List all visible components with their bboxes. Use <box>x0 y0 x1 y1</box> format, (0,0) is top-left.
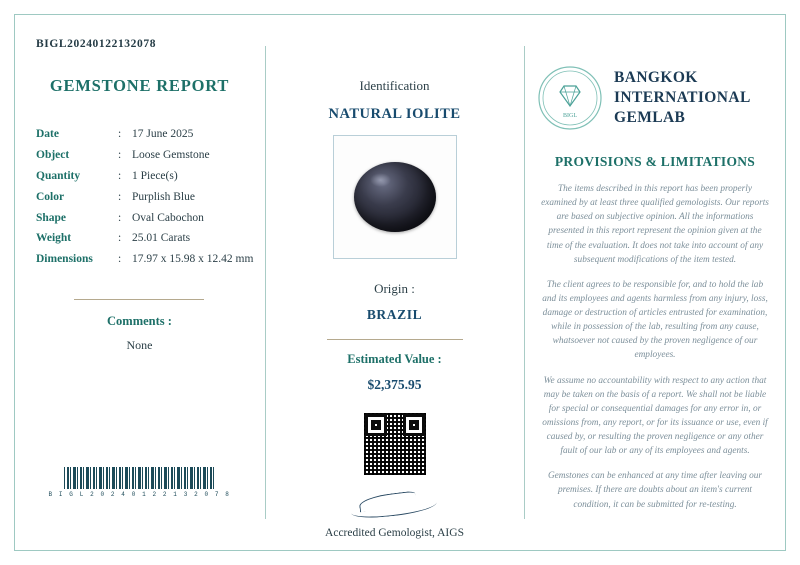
signature-image <box>345 493 445 519</box>
brand-line-1: BANGKOK <box>614 69 698 87</box>
page-title: GEMSTONE REPORT <box>49 76 230 95</box>
lab-seal-icon <box>534 62 606 134</box>
spec-label-object: Object <box>36 149 70 162</box>
middle-column <box>265 56 524 539</box>
barcode-block <box>14 467 265 498</box>
accredited-gemologist-label: Accredited Gemologist, AIGS <box>325 527 464 539</box>
spec-value-shape: Oval Cabochon <box>132 211 204 224</box>
provisions-paragraph: The items described in this report has been properly examined by at least three qualified gemologists. Our reports are based on subjective opinion. All the informations presented in this report represent the opinion given at the time of the evaluation. It does not take into account of any subsequent modifications of the item tested. <box>541 184 769 265</box>
spec-colon: : <box>118 190 122 203</box>
table-row <box>36 228 253 249</box>
spec-label-shape: Shape <box>36 211 67 224</box>
table-row <box>36 124 253 145</box>
spec-colon: : <box>118 253 122 266</box>
spec-label-dimensions: Dimensions <box>36 253 93 266</box>
gemstone-photo-frame <box>333 135 457 259</box>
comments-label: Comments : <box>107 314 172 328</box>
table-row <box>36 166 253 187</box>
spec-colon: : <box>118 128 122 141</box>
qr-code-icon[interactable] <box>362 411 428 477</box>
identification-value: NATURAL IOLITE <box>328 106 461 122</box>
comments-value: None <box>126 338 153 352</box>
gemstone-image <box>354 162 436 232</box>
divider <box>327 339 463 340</box>
spec-label-quantity: Quantity <box>36 169 81 182</box>
provisions-body <box>540 182 770 512</box>
brand-title <box>614 68 751 127</box>
left-column <box>14 56 265 526</box>
provisions-title: PROVISIONS & LIMITATIONS <box>554 154 756 169</box>
spec-value-weight: 25.01 Carats <box>132 232 191 245</box>
estimated-value-label: Estimated Value : <box>347 352 442 366</box>
svg-text:BIGL: BIGL <box>563 113 577 119</box>
spec-colon: : <box>118 169 122 182</box>
spec-colon: : <box>118 232 122 245</box>
table-row <box>36 207 253 228</box>
table-row <box>36 145 253 166</box>
signature-stroke-lower <box>350 495 437 519</box>
gemstone-spec-table <box>36 124 253 269</box>
divider <box>74 299 204 300</box>
brand-line-2: INTERNATIONAL <box>614 89 751 107</box>
provisions-paragraph: We assume no accountability with respect to any action that may be taken on the basis of a report. We shall not be liable for special or consequential damages for any error in, or omissions from, any report, or for its issuance or use, even if caused by, or resulting the proven negligence or any other fault of our lab or any of its employees and agents. <box>542 375 768 457</box>
barcode-label: B I G L 2 0 2 4 0 1 2 2 1 3 2 0 7 8 <box>48 491 231 498</box>
spec-value-color: Purplish Blue <box>132 190 195 203</box>
table-row <box>36 186 253 207</box>
provisions-paragraph: The client agrees to be responsible for, and to hold the lab and its employees and agents harmless from any injury, loss, damage or destruction of articles entrusted for examination, while in possession of the lab, resulting from any cause, whatsoever not caused by the proven negligence of our employees. <box>542 279 768 361</box>
spec-label-color: Color <box>36 190 65 203</box>
brand-line-3: GEMLAB <box>614 108 686 126</box>
spec-value-dimensions: 17.97 x 15.98 x 12.42 mm <box>132 253 254 266</box>
origin-label: Origin : <box>374 281 415 296</box>
spec-value-quantity: 1 Piece(s) <box>132 169 178 182</box>
spec-colon: : <box>118 149 122 162</box>
brand-header <box>524 62 786 134</box>
spec-value-date: 17 June 2025 <box>132 128 194 141</box>
provisions-paragraph: Gemstones can be enhanced at any time after leaving our premises. If there are doubts about an item's current condition, it can be submitted for re-testing. <box>547 471 763 510</box>
spec-colon: : <box>118 211 122 224</box>
origin-value: BRAZIL <box>366 307 423 322</box>
spec-label-weight: Weight <box>36 232 72 245</box>
identification-label: Identification <box>359 78 430 93</box>
right-column <box>524 56 786 526</box>
barcode-image <box>64 467 216 489</box>
table-row <box>36 249 253 270</box>
spec-label-date: Date <box>36 128 59 141</box>
certificate-serial-number: BIGL20240122132078 <box>36 38 157 50</box>
spec-value-object: Loose Gemstone <box>132 149 210 162</box>
estimated-value-amount: $2,375.95 <box>367 377 422 392</box>
